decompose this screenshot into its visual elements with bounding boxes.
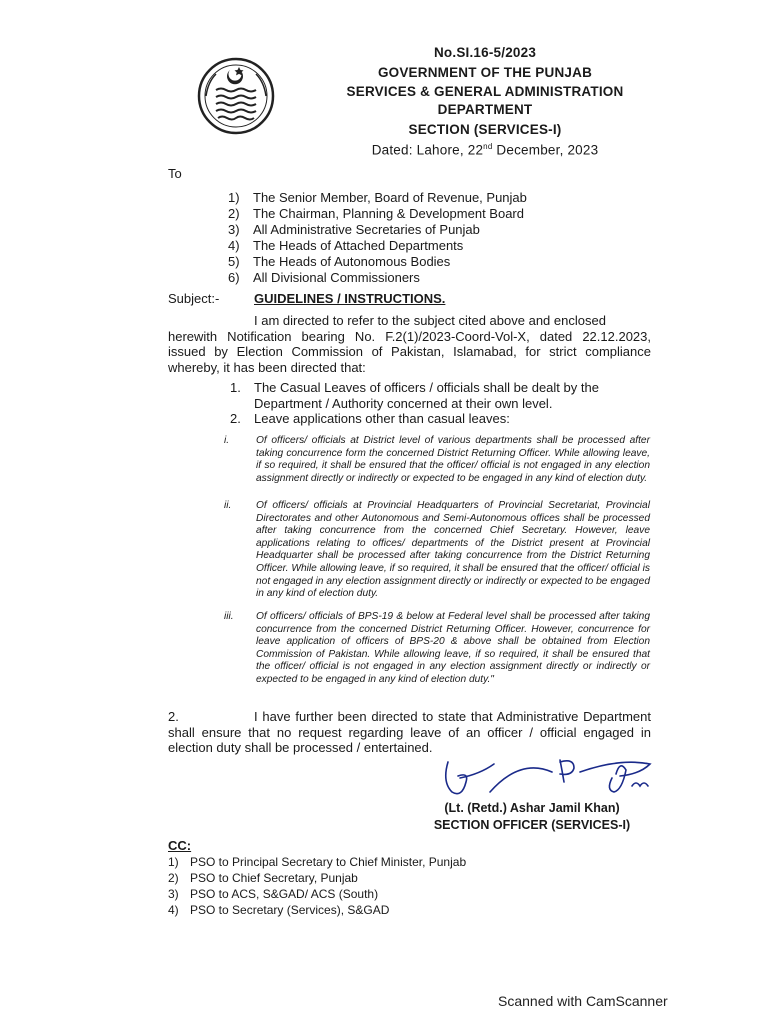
list-item: 1) PSO to Principal Secretary to Chief Minister, Punjab (168, 855, 467, 869)
to-label: To (168, 166, 182, 181)
list-item: 4) The Heads of Attached Departments (228, 238, 464, 253)
recipient-list (228, 190, 527, 286)
header-department-line1: SERVICES & GENERAL ADMINISTRATION (346, 84, 624, 99)
header-section: SECTION (SERVICES-I) (408, 122, 562, 137)
list-item: 2. Leave applications other than casual leaves: (230, 411, 510, 426)
directive-points (230, 380, 650, 427)
body-paragraph-2: 2. I have further been directed to state that Administrative Department shall ensure that no request regarding leave of an officer / official engaged in election duty shall be processed / entertained. (168, 709, 651, 756)
body-paragraph-1: I am directed to refer to the subject cited above and enclosed herewith Notification bearing No. F.2(1)/2023-Coord-Vol-X, dated 22.12.2023, issued by Election Commission of Pakistan, Islamabad, for strict compliance whereby, it has been directed that: (168, 313, 651, 375)
cc-label: CC: (168, 838, 192, 853)
list-item: 4) PSO to Secretary (Services), S&GAD (168, 903, 390, 917)
sub-point-iii: iii. Of officers/ officials of BPS-19 & below at Federal level shall be processed after taking concurrence from the concerned District Returning Officer. However, concurrence for leave application of officers of BPS-20 & above shall be obtained from Election Commission of Pakistan. While allowing leave, if so required, it shall be ensured that the officer/ official is not engaged in any election assignment directly or indirectly or expected to be engaged in any kind of election duty." (224, 611, 650, 685)
reference-number: No.SI.16-5/2023 (433, 45, 537, 60)
signatory-title: SECTION OFFICER (SERVICES-I) (433, 818, 631, 832)
sub-point-ii: ii. Of officers/ officials at Provincial Headquarters of Provincial Secretariat, Provincial Directorates and other Autonomous and Semi-Autonomous offices shall be processed after taking concurrence from the concerned Chief Secretary. However, leave applications relating to offices/ departments of the District present at Provincial Headquarter shall be processed after taking concurrence from the District Returning Officer. While allowing leave, if so required, it shall be ensured that the officer/ official is not engaged in any election assignment directly or indirectly or expected to be engaged in any kind of election duty. (224, 500, 650, 600)
list-item: 2) The Chairman, Planning & Development Board (228, 206, 524, 221)
signatory-name: (Lt. (Retd.) Ashar Jamil Khan) (444, 801, 620, 815)
header-government: GOVERNMENT OF THE PUNJAB (377, 65, 593, 80)
list-item: 1. The Casual Leaves of officers / officials shall be dealt by the Department / Authority concerned at their own level. (230, 380, 599, 411)
subject-line (168, 291, 445, 306)
sub-point-i: i. Of officers/ officials at District level of various departments shall be processed after taking concurrence form the concerned District Returning Officer. While allowing leave, if so required, it shall be ensured that the officer/ official is not engaged in any election assignment directly or indirectly or expected to be engaged in any kind of election duty. (224, 435, 650, 484)
punjab-government-emblem (196, 56, 276, 136)
list-item: 6) All Divisional Commissioners (228, 270, 420, 285)
list-item: 2) PSO to Chief Secretary, Punjab (168, 871, 358, 885)
scanner-watermark: Scanned with CamScanner (498, 993, 668, 1009)
subject-label: Subject:- (168, 291, 220, 306)
subject-value: GUIDELINES / INSTRUCTIONS. (254, 291, 446, 306)
list-item: 3) PSO to ACS, S&GAD/ ACS (South) (168, 887, 379, 901)
list-item: 5) The Heads of Autonomous Bodies (228, 254, 451, 269)
cc-list (168, 854, 466, 918)
letter-date: Dated: Lahore, 22nd December, 2023 (371, 142, 599, 158)
list-item: 1) The Senior Member, Board of Revenue, Punjab (228, 190, 527, 205)
header-department-line2: DEPARTMENT (437, 102, 533, 117)
list-item: 3) All Administrative Secretaries of Punjab (228, 222, 480, 237)
